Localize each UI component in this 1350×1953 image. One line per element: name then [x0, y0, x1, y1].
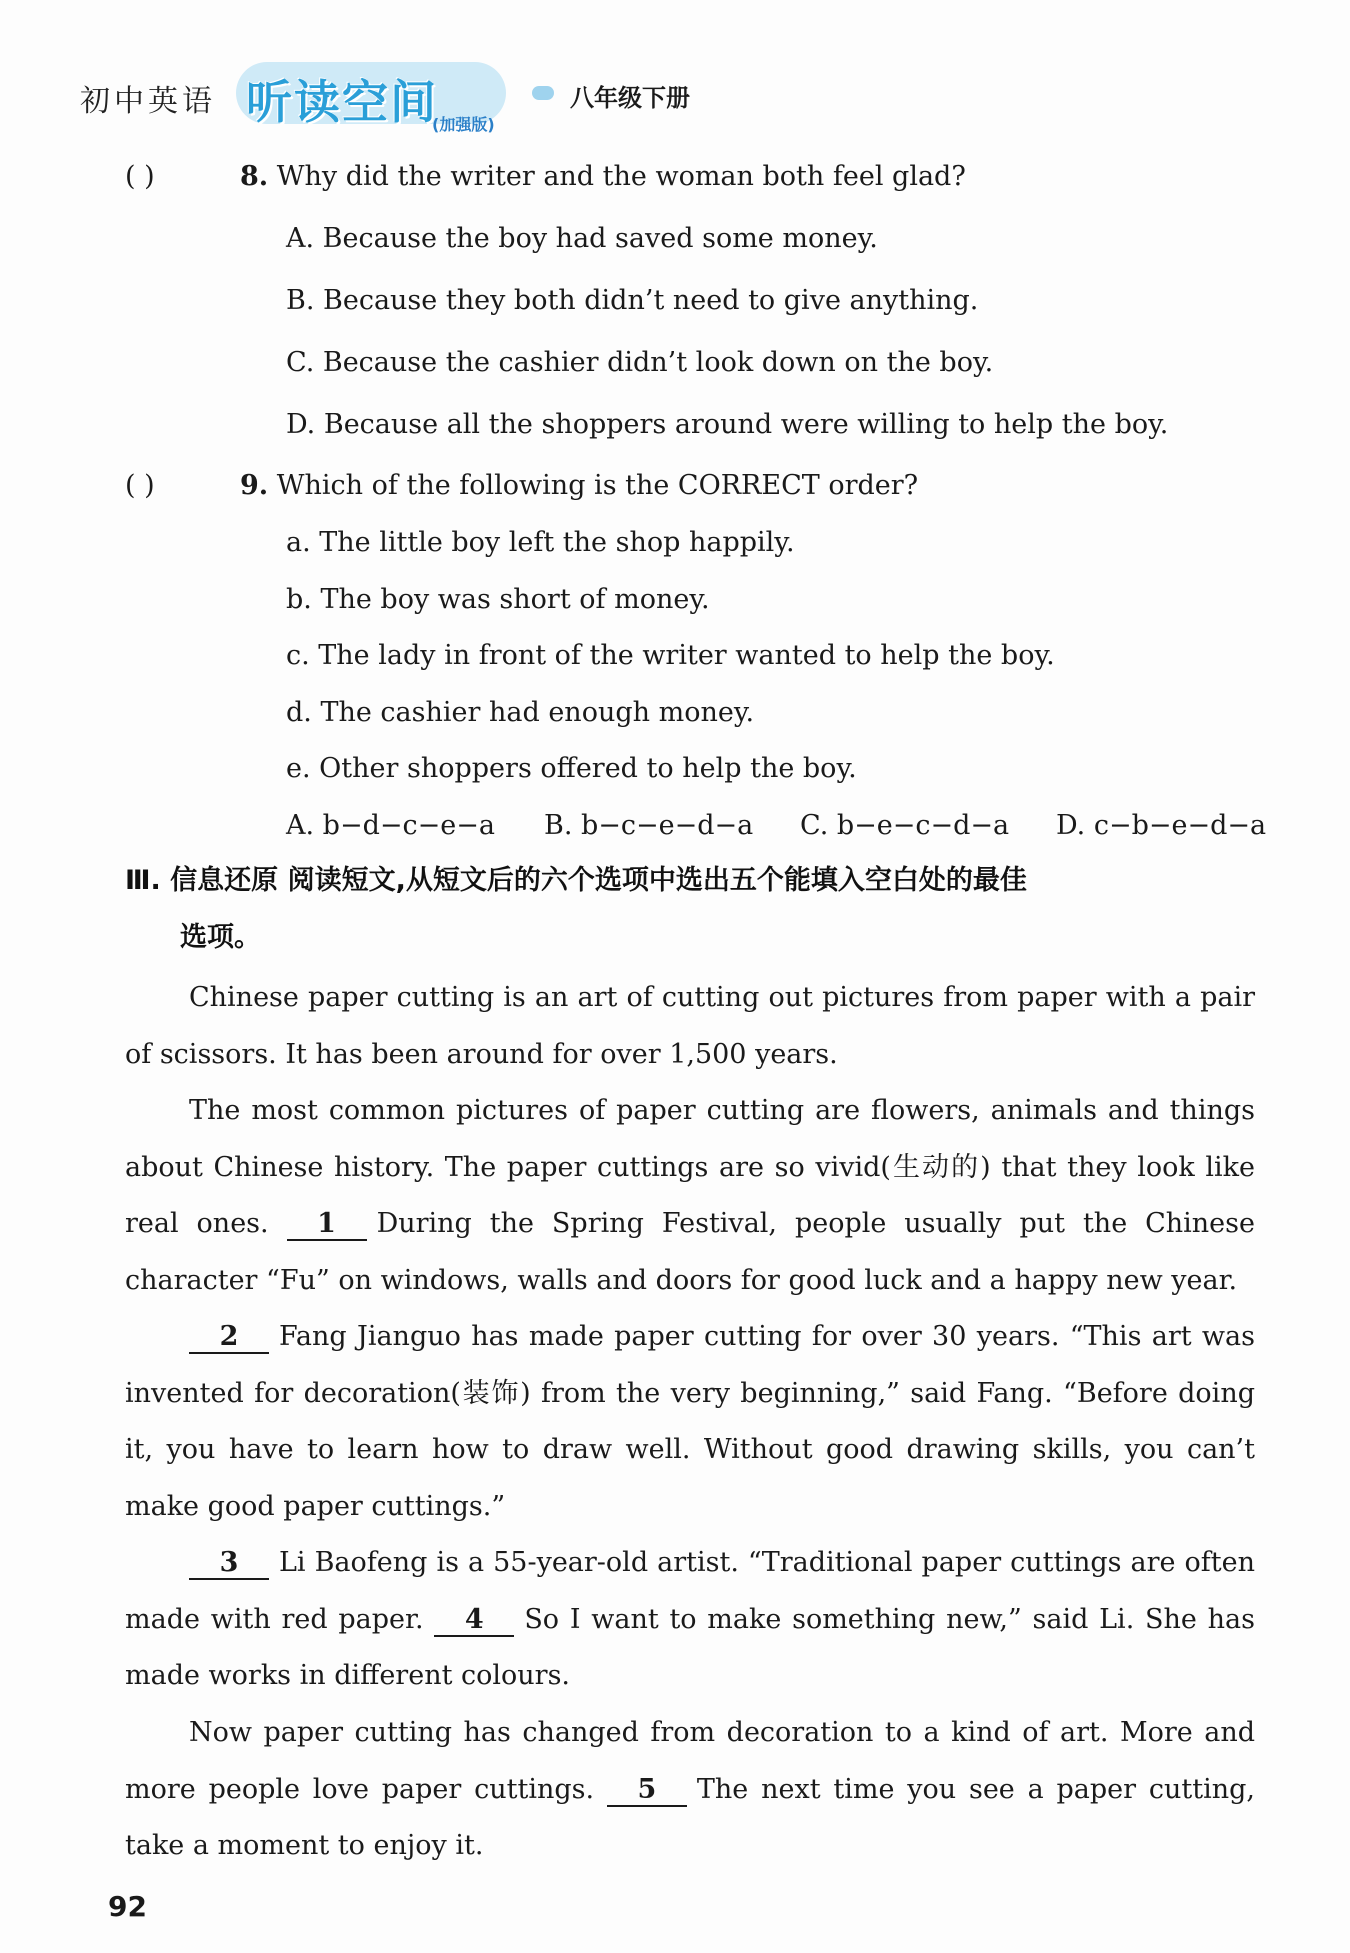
- page-number: 92: [108, 1890, 147, 1923]
- q9-options-row: [286, 809, 1266, 843]
- q8-option-a: A. Because the boy had saved some money.: [286, 223, 878, 254]
- question-9-stem: [240, 469, 918, 503]
- answer-blank-4[interactable]: 4: [434, 1605, 514, 1637]
- passage-paragraph-1: Chinese paper cutting is an art of cutting out pictures from paper with a pair of scissors. It has been around for over 1,500 years.: [125, 982, 1255, 1070]
- answer-blank-5[interactable]: 5: [607, 1775, 687, 1807]
- section-heading: Ⅲ. 信息还原 阅读短文,从短文后的六个选项中选出五个能填入空白处的最佳: [125, 865, 1027, 896]
- q9-statement-a: a. The little boy left the shop happily.: [286, 527, 795, 558]
- question-number: 8.: [240, 161, 269, 192]
- cloud-decoration-icon: [532, 86, 554, 100]
- passage-paragraph-3: 2 Fang Jianguo has made paper cutting for over 30 years. “This art was invented for decoration(装饰) from the very beginning,” said Fang. “Before doing it, you have to learn how to draw well. Without good drawing skills, you can’t make good paper cuttings.”: [125, 1321, 1255, 1522]
- passage-paragraph-4: 3 Li Baofeng is a 55-year-old artist. “Traditional paper cuttings are often made with red paper. 4 So I want to make something new,” said Li. She has made works in different colours.: [125, 1547, 1255, 1691]
- brand-logo: 听读空间: [246, 75, 438, 129]
- grade-label: 八年级下册: [570, 84, 690, 112]
- q9-statement-e: e. Other shoppers offered to help the boy.: [286, 753, 857, 784]
- edition-label: (加强版): [432, 115, 495, 134]
- answer-blank-1[interactable]: 1: [287, 1209, 367, 1241]
- q9-statement-d: d. The cashier had enough money.: [286, 697, 755, 728]
- q8-option-d: D. Because all the shoppers around were willing to help the boy.: [286, 409, 1169, 440]
- q9-option-b: B. b−c−e−d−a: [544, 810, 754, 841]
- question-text: Why did the writer and the woman both feel glad?: [276, 161, 966, 192]
- answer-blank-2[interactable]: 2: [189, 1322, 269, 1354]
- q8-option-c: C. Because the cashier didn’t look down on the boy.: [286, 347, 994, 378]
- page-header: [70, 62, 770, 132]
- section-heading-cont: 选项。: [180, 922, 261, 953]
- q9-statement-c: c. The lady in front of the writer wanted to help the boy.: [286, 640, 1055, 671]
- passage-paragraph-2: The most common pictures of paper cutting are flowers, animals and things about Chinese history. The paper cuttings are so vivid(生动的) that they look like real ones. 1 During the Spring Festival, people usually put the Chinese character “Fu” on windows, walls and doors for good luck and a happy new year.: [125, 1095, 1255, 1296]
- q9-option-a: A. b−d−c−e−a: [286, 810, 495, 841]
- passage-paragraph-5: Now paper cutting has changed from decoration to a kind of art. More and more people love paper cuttings. 5 The next time you see a paper cutting, take a moment to enjoy it.: [125, 1717, 1255, 1861]
- q9-option-c: C. b−e−c−d−a: [800, 810, 1010, 841]
- answer-blank-3[interactable]: 3: [189, 1548, 269, 1580]
- question-text: Which of the following is the CORRECT order?: [276, 470, 919, 501]
- answer-paren-8: ( ): [125, 161, 155, 192]
- series-prefix: 初中英语: [80, 84, 216, 119]
- question-number: 9.: [240, 470, 269, 501]
- question-8-stem: [240, 160, 966, 194]
- q9-statement-b: b. The boy was short of money.: [286, 584, 710, 615]
- q8-option-b: B. Because they both didn’t need to give anything.: [286, 285, 979, 316]
- q9-option-d: D. c−b−e−d−a: [1056, 810, 1267, 841]
- answer-paren-9: ( ): [125, 470, 155, 501]
